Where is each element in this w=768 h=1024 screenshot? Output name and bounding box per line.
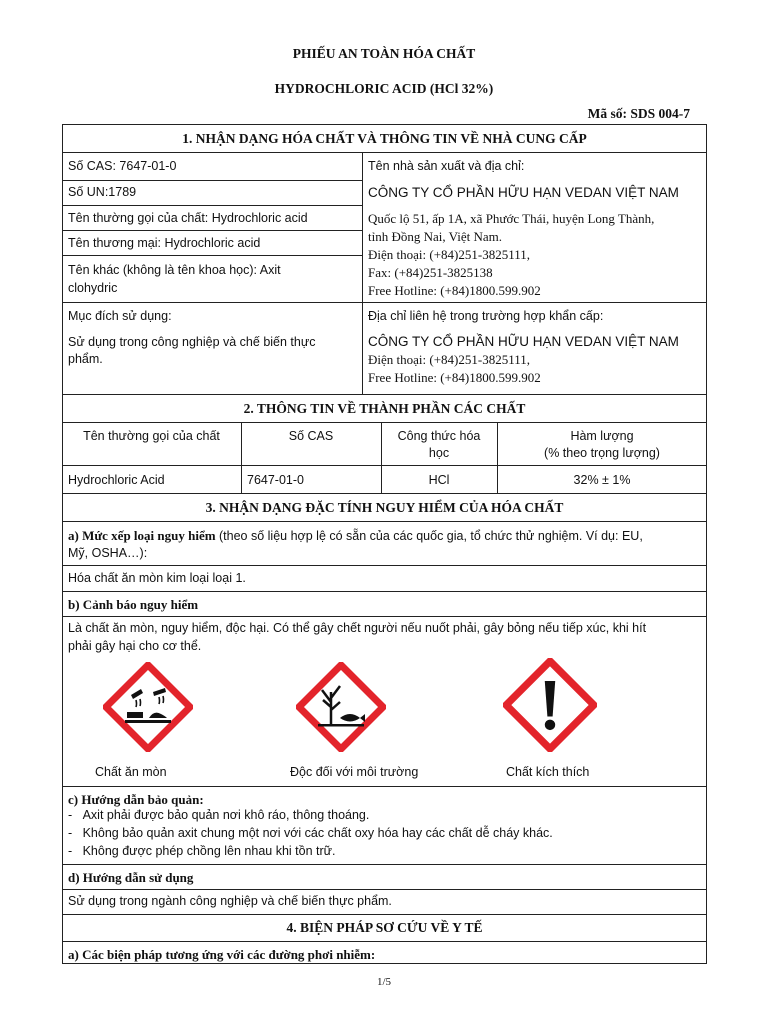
document-code: Mã số: SDS 004-7 <box>587 106 690 121</box>
manufacturer-label: Tên nhà sản xuất và địa chỉ: <box>368 159 525 173</box>
divider <box>62 422 707 423</box>
divider <box>62 255 362 256</box>
trade-name: Tên thương mại: Hydrochloric acid <box>68 236 261 250</box>
section4-heading: 4. BIỆN PHÁP SƠ CỨU VỀ Y TẾ <box>286 920 483 935</box>
hazard-classification-text: (theo số liệu hợp lệ có sẵn của các quốc gia, tổ chức thử nghiệm. Ví dụ: EU, <box>215 529 643 543</box>
section1-heading: 1. NHẬN DẠNG HÓA CHẤT VÀ THÔNG TIN VỀ NHÀ CUNG CẤP <box>182 131 587 146</box>
cas-number: Số CAS: 7647-01-0 <box>68 159 177 173</box>
storage-item: - Không bảo quản axit chung một nơi với các chất oxy hóa hay các chất dễ cháy khác. <box>68 826 553 840</box>
divider <box>62 864 707 865</box>
storage-title: c) Hướng dẫn bảo quản: <box>68 792 204 807</box>
col-header-cas: Số CAS <box>288 429 334 443</box>
divider <box>62 493 707 494</box>
divider <box>62 591 707 592</box>
environment-hazard-icon <box>296 662 386 752</box>
warning-text-line1: Là chất ăn mòn, nguy hiểm, độc hại. Có thể gây chết người nếu nuốt phải, gây bỏng nếu tiếp xúc, khi hít <box>68 621 647 635</box>
divider <box>62 889 707 890</box>
hazard-classification-line2: Mỹ, OSHA…): <box>68 546 148 560</box>
purpose-line1: Sử dụng trong công nghiệp và chế biến thực <box>68 335 316 349</box>
other-name-line1: Tên khác (không là tên khoa học): Axit <box>68 263 281 277</box>
divider <box>62 941 707 942</box>
hazard-classification-title: a) Mức xếp loại nguy hiểm <box>68 528 216 543</box>
divider <box>62 394 707 395</box>
emergency-label: Địa chỉ liên hệ trong trường hợp khẩn cấp: <box>368 309 604 323</box>
row-cas: 7647-01-0 <box>247 473 304 487</box>
fax: Fax: (+84)251-3825138 <box>368 265 493 280</box>
divider <box>62 465 707 466</box>
row-name: Hydrochloric Acid <box>68 473 165 487</box>
company-name: CÔNG TY CỔ PHẦN HỮU HẠN VEDAN VIỆT NAM <box>368 185 679 200</box>
divider <box>362 152 363 394</box>
first-aid-title: a) Các biện pháp tương ứng với các đường phơi nhiễm: <box>68 947 376 962</box>
col-header-name: Tên thường gọi của chất <box>83 429 220 443</box>
purpose-label: Mục đích sử dụng: <box>68 309 172 323</box>
divider <box>62 786 707 787</box>
section3-heading: 3. NHẬN DẠNG ĐẶC TÍNH NGUY HIỂM CỦA HÓA CHẤT <box>205 500 564 515</box>
address-line1: Quốc lộ 51, ấp 1A, xã Phước Thái, huyện Long Thành, <box>368 211 655 226</box>
emergency-phone: Điện thoại: (+84)251-3825111, <box>368 352 530 367</box>
document-subtitle: HYDROCHLORIC ACID (HCl 32%) <box>274 81 494 96</box>
section2-heading: 2. THÔNG TIN VỀ THÀNH PHẦN CÁC CHẤT <box>243 401 526 416</box>
warning-title: b) Cảnh báo nguy hiểm <box>68 597 199 612</box>
divider <box>62 180 362 181</box>
emergency-company: CÔNG TY CỔ PHẦN HỮU HẠN VEDAN VIỆT NAM <box>368 334 679 349</box>
divider <box>62 521 707 522</box>
pictogram-label-environment: Độc đối với môi trường <box>290 765 419 779</box>
exclamation-icon <box>503 658 597 752</box>
col-header-content-1: Hàm lượng <box>570 429 634 443</box>
phone: Điện thoại: (+84)251-3825111, <box>368 247 530 262</box>
un-number: Số UN:1789 <box>68 185 137 199</box>
hazard-class-value: Hóa chất ăn mòn kim loại loại 1. <box>68 571 246 585</box>
emergency-hotline: Free Hotline: (+84)1800.599.902 <box>368 370 541 385</box>
col-header-content-2: (% theo trọng lượng) <box>544 446 660 460</box>
col-header-formula-2: học <box>428 446 450 460</box>
corrosion-icon <box>103 662 193 752</box>
divider <box>62 565 707 566</box>
document-title: PHIẾU AN TOÀN HÓA CHẤT <box>292 46 476 61</box>
common-name: Tên thường gọi của chất: Hydrochloric acid <box>68 211 308 225</box>
col-header-formula-1: Công thức hóa <box>397 429 481 443</box>
other-name-line2: clohydric <box>68 281 118 295</box>
storage-item: - Axit phải được bảo quản nơi khô ráo, thông thoáng. <box>68 808 370 822</box>
purpose-line2: phẩm. <box>68 352 103 366</box>
warning-text-line2: phải gây hại cho cơ thể. <box>68 639 202 653</box>
row-content: 32% ± 1% <box>573 473 631 487</box>
usage-title: d) Hướng dẫn sử dụng <box>68 870 194 885</box>
storage-item: - Không được phép chồng lên nhau khi tồn trữ. <box>68 844 336 858</box>
page-number: 1/5 <box>376 976 392 988</box>
pictogram-label-corrosion: Chất ăn mòn <box>95 765 167 779</box>
usage-text: Sử dụng trong ngành công nghiệp và chế biến thực phẩm. <box>68 894 392 908</box>
divider <box>62 230 362 231</box>
divider <box>62 914 707 915</box>
divider <box>62 616 707 617</box>
pictogram-label-irritant: Chất kích thích <box>506 765 590 779</box>
divider <box>62 152 707 153</box>
divider <box>62 205 362 206</box>
hazard-classification-line1 <box>68 527 643 545</box>
divider <box>62 302 707 303</box>
row-formula: HCl <box>428 473 450 487</box>
hotline: Free Hotline: (+84)1800.599.902 <box>368 283 541 298</box>
address-line2: tỉnh Đồng Nai, Việt Nam. <box>368 229 503 244</box>
